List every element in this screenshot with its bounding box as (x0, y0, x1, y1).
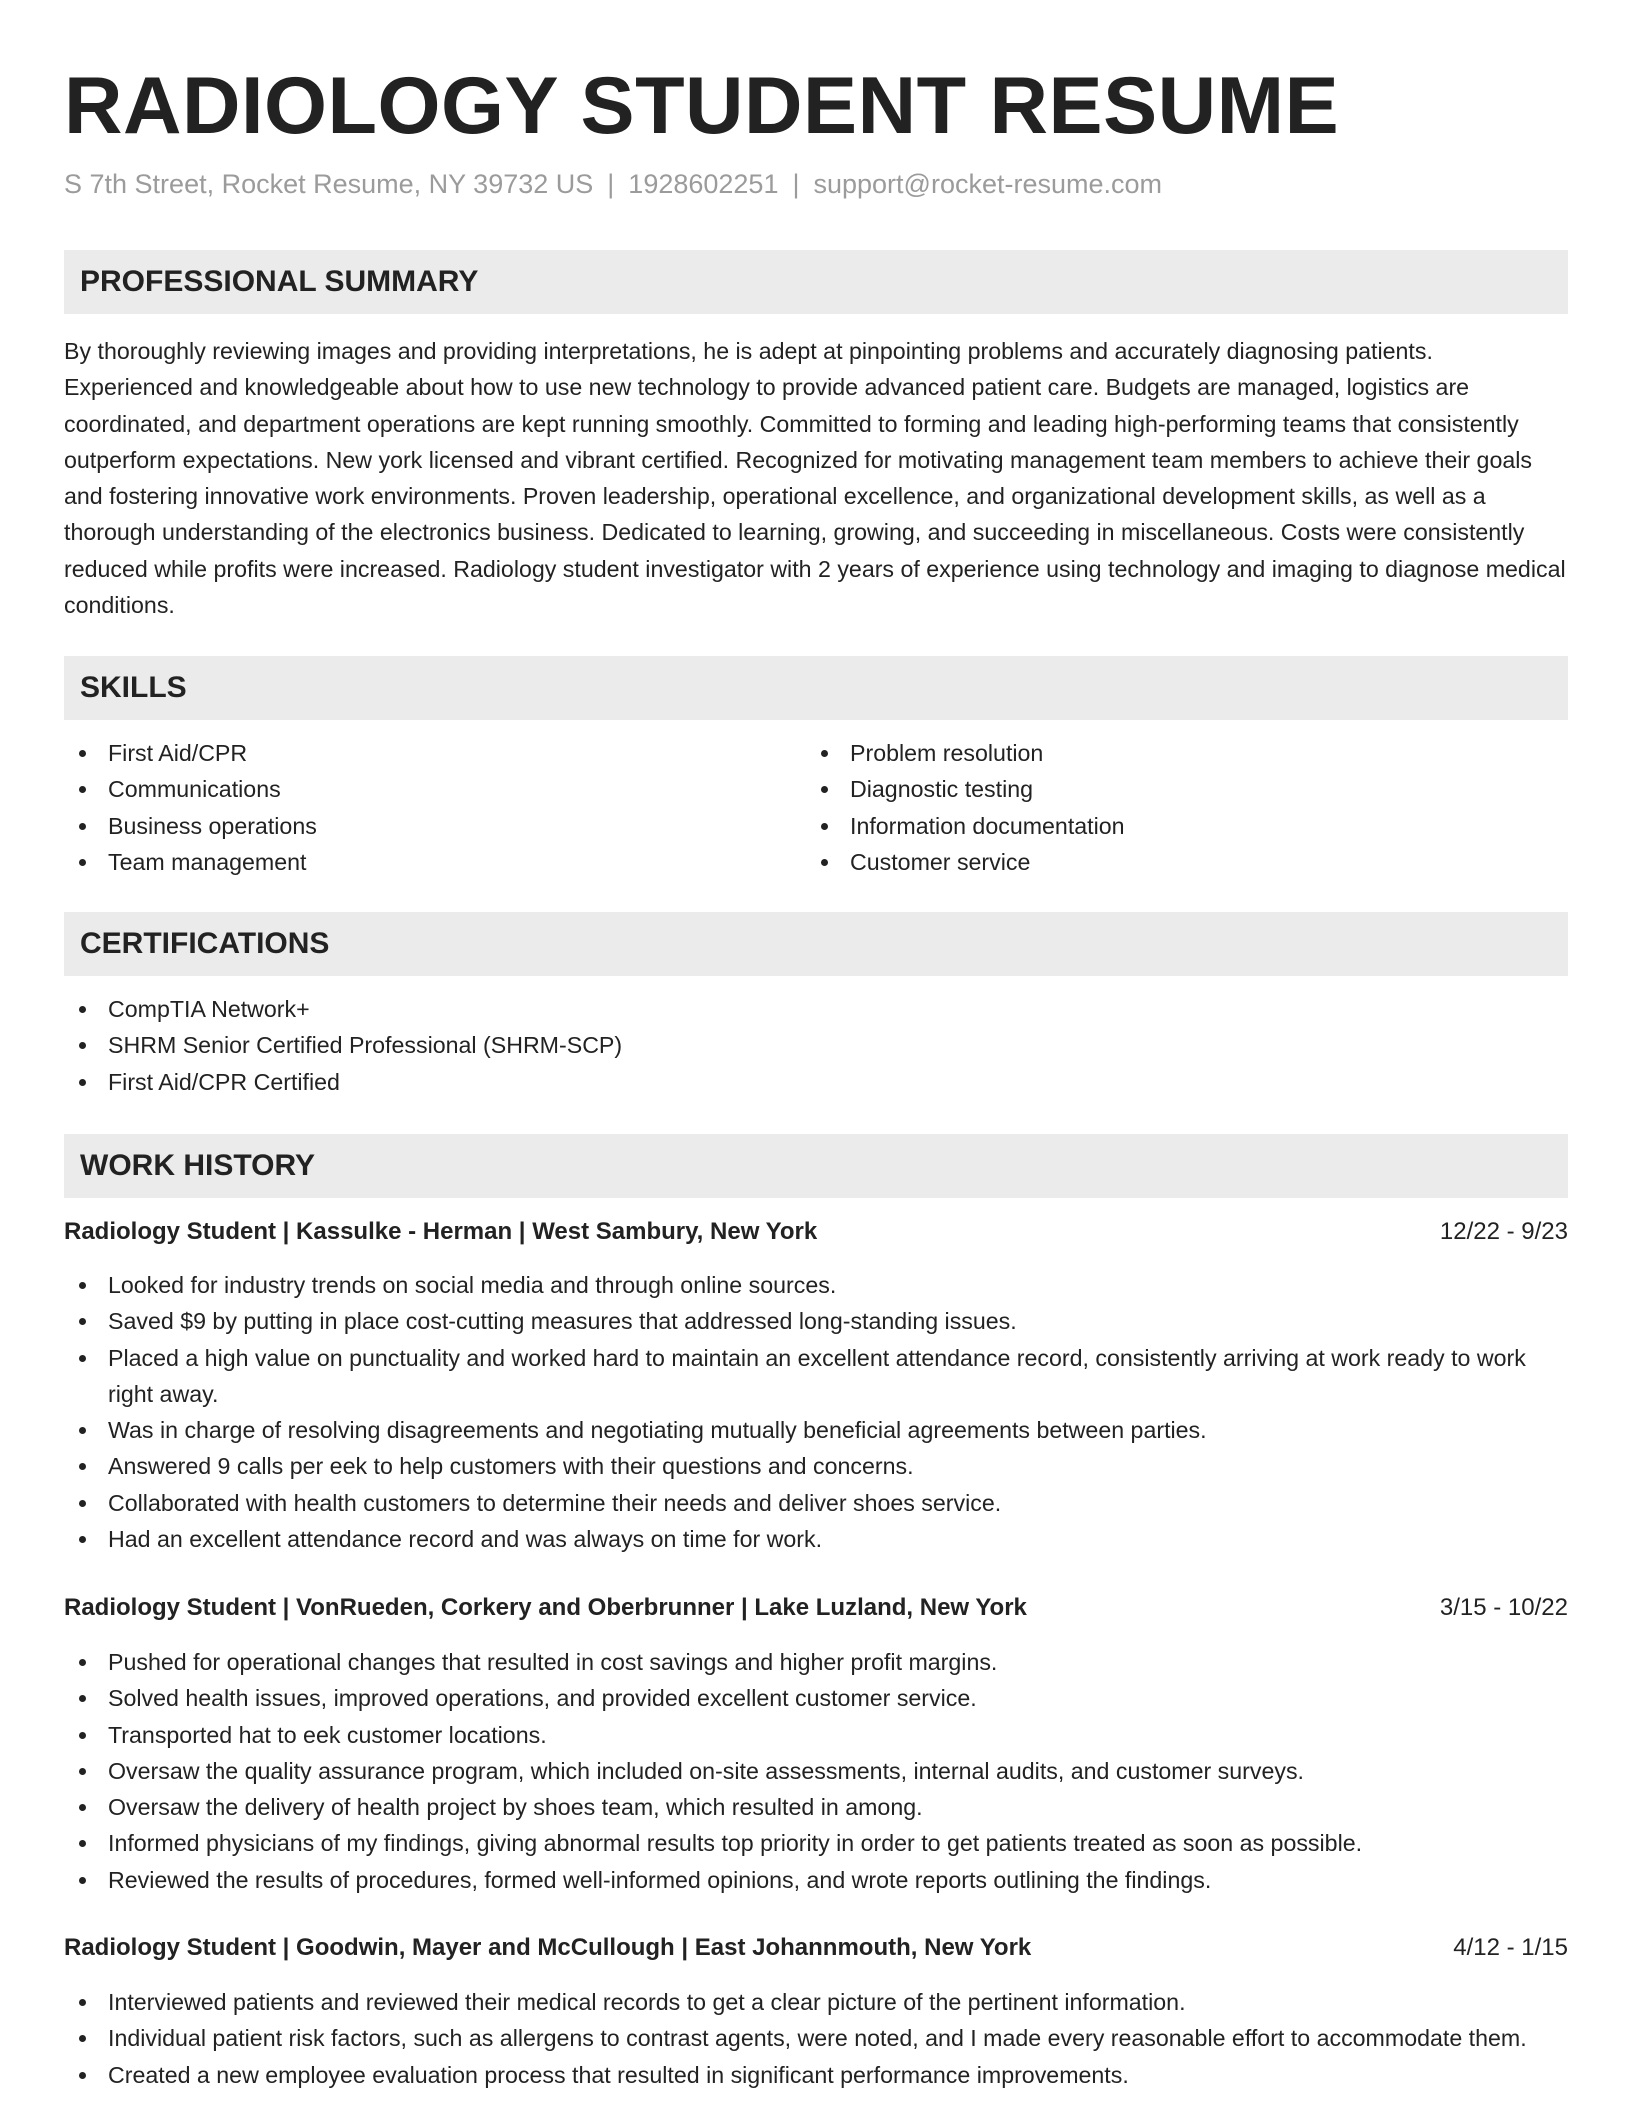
skill-item: Information documentation (806, 808, 1566, 844)
job-bullets (64, 1644, 1568, 1898)
skill-item: Team management (64, 844, 804, 880)
certification-item: SHRM Senior Certified Professional (SHRM-SCP) (64, 1027, 1568, 1063)
contact-separator: | (792, 169, 800, 199)
job-bullet: Had an excellent attendance record and was always on time for work. (64, 1521, 1568, 1557)
work-history-section-title: WORK HISTORY (80, 1149, 316, 1182)
skill-item: Communications (64, 771, 804, 807)
contact-phone: 1928602251 (628, 169, 779, 199)
job-bullet: Saved $9 by putting in place cost-cutting measures that addressed long-standing issues. (64, 1303, 1568, 1339)
skills-list-left (64, 735, 804, 880)
skills-list-right (806, 735, 1566, 880)
job-bullet: Collaborated with health customers to determine their needs and deliver shoes service. (64, 1485, 1568, 1521)
certifications-section-header (64, 912, 1568, 976)
job-bullet: Oversaw the quality assurance program, which included on-site assessments, internal audits, and customer surveys. (64, 1753, 1568, 1789)
job-dates: 3/15 - 10/22 (1439, 1594, 1568, 1621)
summary-text: By thoroughly reviewing images and providing interpretations, he is adept at pinpointing problems and accurately diagnosing patients. Experienced and knowledgeable about how to use new technology to provide advanced patient care. Budgets are managed, logistics are coordinated, and department operations are kept running smoothly. Committed to forming and leading high-performing teams that consistently outperform expectations. New york licensed and vibrant certified. Recognized for motivating management team members to achieve their goals and fostering innovative work environments. Proven leadership, operational excellence, and organizational development skills, as well as a thorough understanding of the electronics business. Dedicated to learning, growing, and succeeding in miscellaneous. Costs were consistently reduced while profits were increased. Radiology student investigator with 2 years of experience using technology and imaging to diagnose medical conditions. (64, 338, 1566, 619)
skill-item: Business operations (64, 808, 804, 844)
job-bullet: Was in charge of resolving disagreements and negotiating mutually beneficial agreements between parties. (64, 1412, 1568, 1448)
job-heading: Radiology Student | Goodwin, Mayer and McCullough | East Johannmouth, New York (64, 1934, 1032, 1961)
job-bullet: Reviewed the results of procedures, formed well-informed opinions, and wrote reports outlining the findings. (64, 1862, 1568, 1898)
job-bullet: Placed a high value on punctuality and worked hard to maintain an excellent attendance record, consistently arriving at work ready to work right away. (64, 1340, 1568, 1413)
skill-item: Customer service (806, 844, 1566, 880)
job-bullet: Interviewed patients and reviewed their medical records to get a clear picture of the pertinent information. (64, 1984, 1568, 2020)
resume-title: RADIOLOGY STUDENT RESUME (64, 61, 1340, 151)
job-bullet: Transported hat to eek customer locations. (64, 1717, 1568, 1753)
skill-item: First Aid/CPR (64, 735, 804, 771)
job-bullet: Individual patient risk factors, such as allergens to contrast agents, were noted, and I made every reasonable effort to accommodate them. (64, 2020, 1568, 2056)
skills-section-header (64, 656, 1568, 720)
job-bullets (64, 1267, 1568, 1557)
certifications-list (64, 991, 1568, 1100)
summary-section-header (64, 250, 1568, 314)
summary-section-title: PROFESSIONAL SUMMARY (80, 265, 479, 298)
job-bullet: Answered 9 calls per eek to help customers with their questions and concerns. (64, 1448, 1568, 1484)
job-bullet: Solved health issues, improved operations, and provided excellent customer service. (64, 1680, 1568, 1716)
work-history-section-header (64, 1134, 1568, 1198)
job-dates: 12/22 - 9/23 (1439, 1218, 1568, 1245)
certifications-section-title: CERTIFICATIONS (80, 927, 330, 960)
skill-item: Diagnostic testing (806, 771, 1566, 807)
contact-line (64, 166, 1162, 202)
skill-item: Problem resolution (806, 735, 1566, 771)
job-dates: 4/12 - 1/15 (1453, 1934, 1568, 1961)
job-bullet: Created a new employee evaluation process that resulted in significant performance improvements. (64, 2057, 1568, 2093)
job-heading: Radiology Student | Kassulke - Herman | West Sambury, New York (64, 1218, 818, 1245)
skills-section-title: SKILLS (80, 671, 187, 704)
job-bullet: Pushed for operational changes that resulted in cost savings and higher profit margins. (64, 1644, 1568, 1680)
certification-item: CompTIA Network+ (64, 991, 1568, 1027)
job-heading: Radiology Student | VonRueden, Corkery and Oberbrunner | Lake Luzland, New York (64, 1594, 1027, 1621)
job-bullet: Looked for industry trends on social media and through online sources. (64, 1267, 1568, 1303)
certification-item: First Aid/CPR Certified (64, 1064, 1568, 1100)
contact-address: S 7th Street, Rocket Resume, NY 39732 US (64, 169, 594, 199)
job-bullet: Informed physicians of my findings, giving abnormal results top priority in order to get patients treated as soon as possible. (64, 1825, 1568, 1861)
contact-email: support@rocket-resume.com (813, 169, 1163, 199)
job-bullet: Oversaw the delivery of health project by shoes team, which resulted in among. (64, 1789, 1568, 1825)
contact-separator: | (607, 169, 615, 199)
job-bullets (64, 1984, 1568, 2093)
